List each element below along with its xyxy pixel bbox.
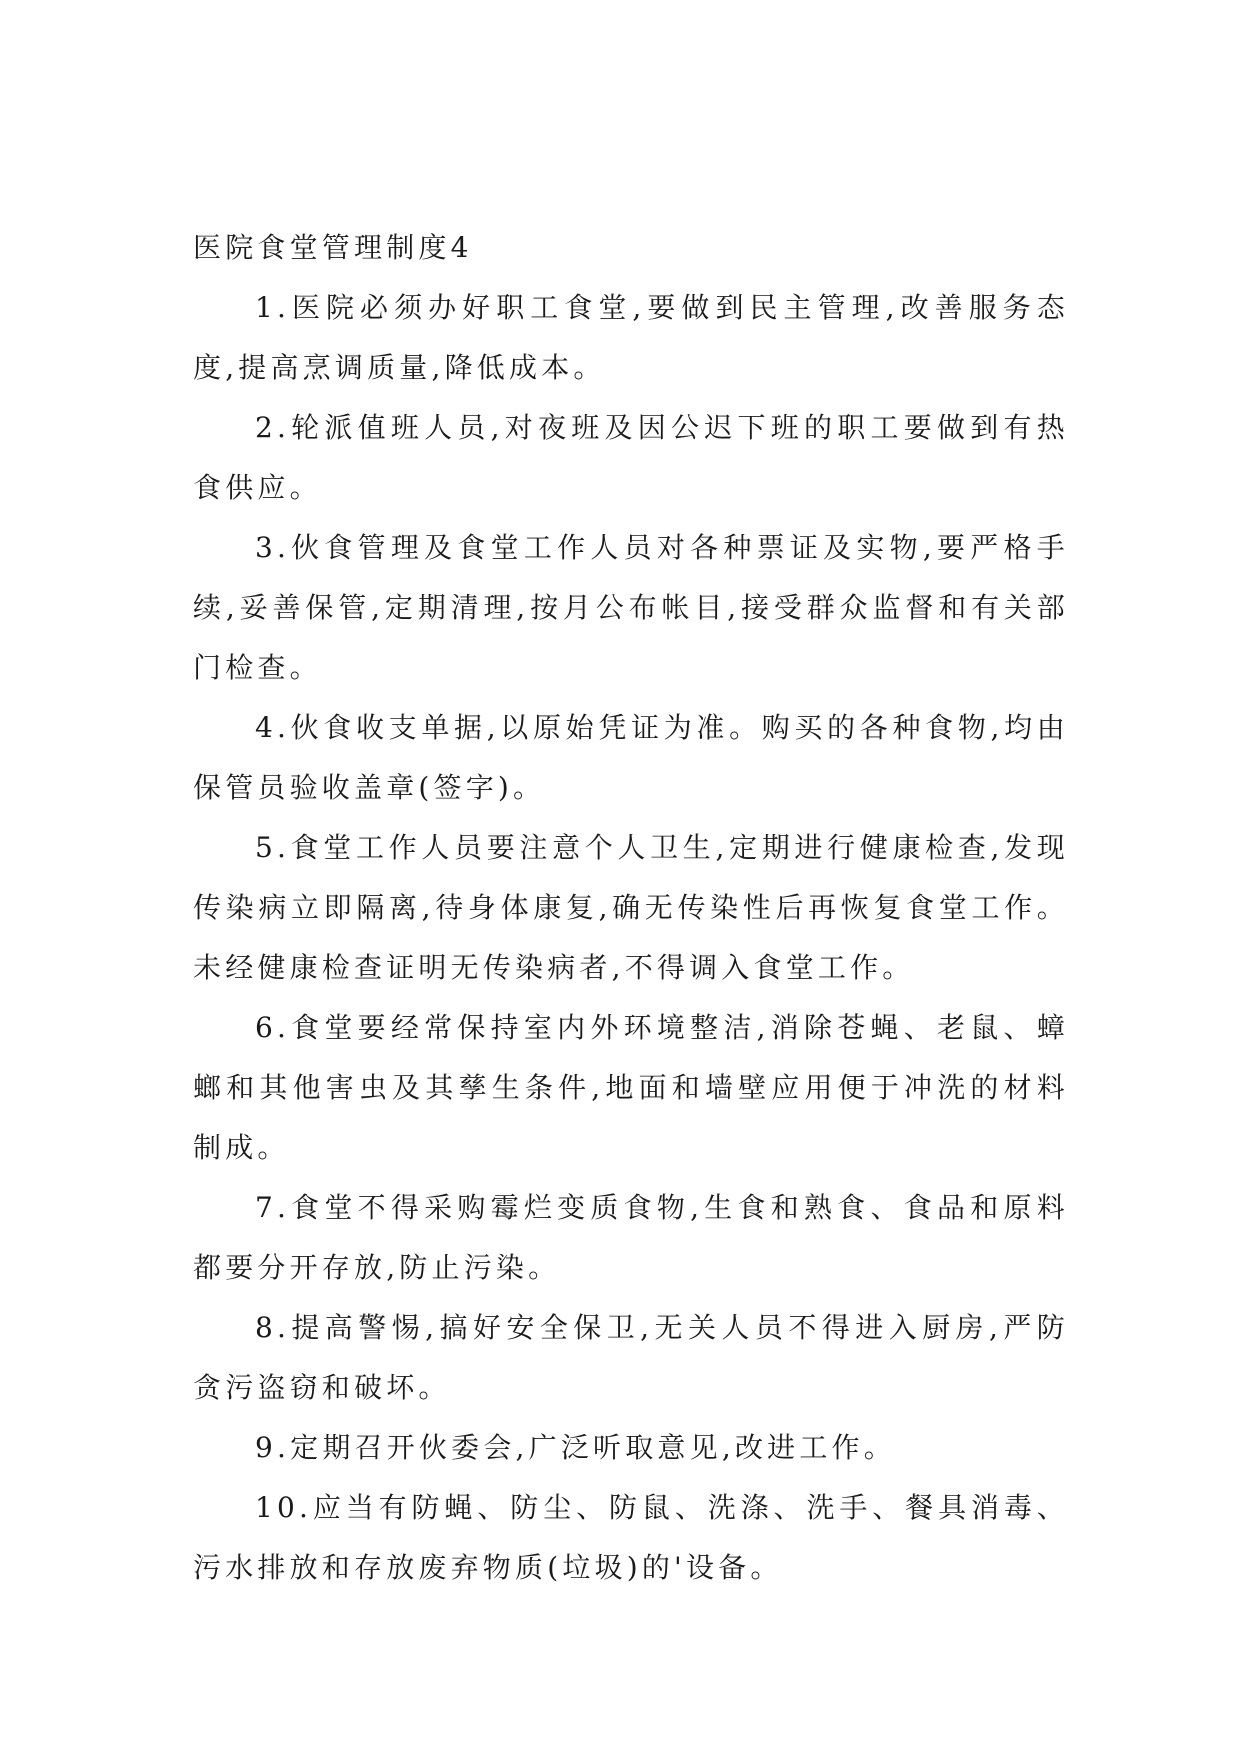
document-body: [193, 218, 1069, 1598]
paragraph-8: 8.提高警惕,搞好安全保卫,无关人员不得进入厨房,严防贪污盗窃和破坏。: [193, 1311, 1069, 1404]
paragraph-4: 4.伙食收支单据,以原始凭证为准。购买的各种食物,均由保管员验收盖章(签字)。: [193, 711, 1069, 804]
document-title: 医院食堂管理制度4: [193, 231, 473, 264]
paragraph-2: 2.轮派值班人员,对夜班及因公迟下班的职工要做到有热食供应。: [193, 411, 1069, 504]
paragraph-6: 6.食堂要经常保持室内外环境整洁,消除苍蝇、老鼠、蟑螂和其他害虫及其孳生条件,地面和墙壁应用便于冲洗的材料制成。: [193, 1011, 1069, 1164]
paragraph-5: 5.食堂工作人员要注意个人卫生,定期进行健康检查,发现传染病立即隔离,待身体康复,确无传染性后再恢复食堂工作。未经健康检查证明无传染病者,不得调入食堂工作。: [193, 831, 1069, 984]
paragraph-7: 7.食堂不得采购霉烂变质食物,生食和熟食、食品和原料都要分开存放,防止污染。: [193, 1191, 1069, 1284]
paragraph-1: 1.医院必须办好职工食堂,要做到民主管理,改善服务态度,提高烹调质量,降低成本。: [193, 291, 1069, 384]
paragraph-10: 10.应当有防蝇、防尘、防鼠、洗涤、洗手、餐具消毒、污水排放和存放废弃物质(垃圾)的'设备。: [193, 1491, 1069, 1584]
paragraph-9: 9.定期召开伙委会,广泛听取意见,改进工作。: [255, 1431, 896, 1464]
paragraph-3: 3.伙食管理及食堂工作人员对各种票证及实物,要严格手续,妥善保管,定期清理,按月公布帐目,接受群众监督和有关部门检查。: [193, 531, 1069, 684]
